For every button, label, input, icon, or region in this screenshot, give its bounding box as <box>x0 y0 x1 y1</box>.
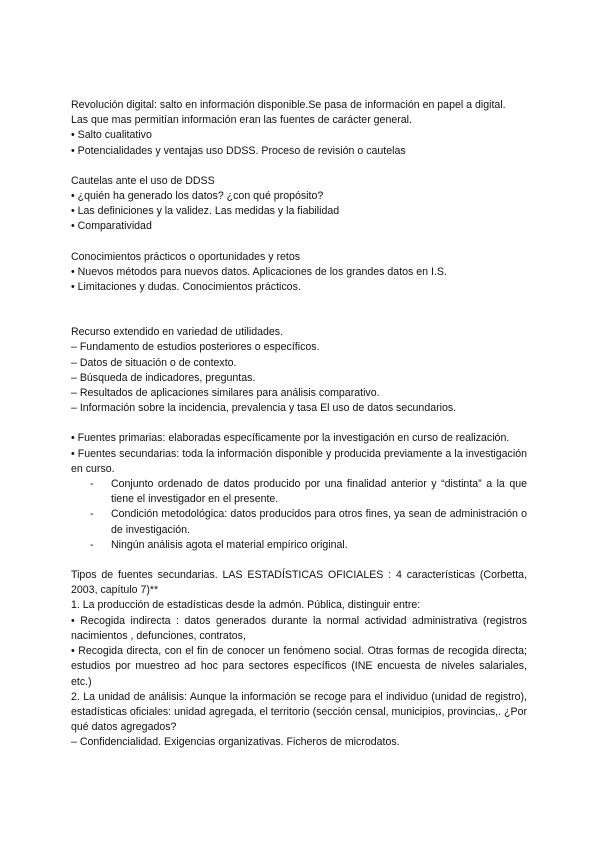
fuentes-sub-item <box>90 477 527 507</box>
recurso-item: – Búsqueda de indicadores, preguntas. <box>71 371 256 384</box>
recurso-item: – Información sobre la incidencia, prevalencia y tasa El uso de datos secundarios. <box>71 402 457 415</box>
cautelas-title: Cautelas ante el uso de DDSS <box>71 174 215 187</box>
recurso-item: – Fundamento de estudios posteriores o específicos. <box>71 341 320 354</box>
document-body <box>71 98 527 751</box>
tipos-point-2: 2. La unidad de análisis: Aunque la información se recoge para el individuo (unidad de registro), estadísticas oficiales: unidad agregada, el territorio (sección censal, municipios, provincias,. ¿Por qué datos agregados? <box>71 690 527 734</box>
tipos-bullet-indirecta: • Recogida indirecta : datos generados durante la normal actividad administrativa (registros nacimientos , defunciones, contratos, <box>71 614 527 642</box>
cautelas-bullet: • ¿quién ha generado los datos? ¿con qué propósito? <box>71 190 324 203</box>
intro-line-1: Revolución digital: salto en información disponible.Se pasa de información en papel a digital. <box>71 99 506 111</box>
fuentes-sub-item <box>90 507 527 537</box>
intro-bullet: • Potencialidades y ventajas uso DDSS. Proceso de revisión o cautelas <box>71 144 406 157</box>
fuentes-secundarias: • Fuentes secundarias: toda la información disponible y producida previamente a la investigación en curso. <box>71 447 527 475</box>
sub-text: Condición metodológica: datos producidos para otros fines, ya sean de administración o de investigación. <box>111 508 527 536</box>
fuentes-sub-item <box>90 538 527 553</box>
conocimientos-bullet: • Limitaciones y dudas. Conocimientos prácticos. <box>71 281 301 294</box>
conocimientos-title: Conocimientos prácticos o oportunidades y retos <box>71 250 301 263</box>
recurso-item: – Resultados de aplicaciones similares para análisis comparativo. <box>71 387 380 400</box>
sub-dash: - <box>90 538 94 551</box>
tipos-bullet-directa: • Recogida directa, con el fin de conocer un fenómeno social. Otras formas de recogida directa; estudios por muestreo ad hoc para sectores específicos (INE encuesta de niveles salariales, etc.) <box>71 645 527 688</box>
conocimientos-bullet: • Nuevos métodos para nuevos datos. Aplicaciones de los grandes datos en I.S. <box>71 265 447 278</box>
intro-line-2: Las que mas permitían información eran las fuentes de carácter general. <box>71 114 412 127</box>
sub-dash: - <box>90 478 94 491</box>
sub-text: Ningún análisis agota el material empírico original. <box>111 538 348 551</box>
cautelas-bullet: • Las definiciones y la validez. Las medidas y la fiabilidad <box>71 205 340 218</box>
tipos-point-1: 1. La producción de estadísticas desde la admón. Pública, distinguir entre: <box>71 599 421 612</box>
intro-bullet: • Salto cualitativo <box>71 129 152 142</box>
fuentes-primarias: • Fuentes primarias: elaboradas específicamente por la investigación en curso de realización. <box>71 432 510 445</box>
recurso-title: Recurso extendido en variedad de utilidades. <box>71 326 284 339</box>
sub-dash: - <box>90 508 94 521</box>
tipos-point-3: – Confidencialidad. Exigencias organizativas. Ficheros de microdatos. <box>71 736 400 749</box>
cautelas-bullet: • Comparatividad <box>71 220 152 233</box>
tipos-title: Tipos de fuentes secundarias. LAS ESTADÍSTICAS OFICIALES : 4 características (Corbetta, 2003, capítulo 7)** <box>71 569 527 597</box>
sub-text: Conjunto ordenado de datos producido por una finalidad anterior y “distinta” a la que tiene el investigador en el presente. <box>111 478 527 506</box>
recurso-item: – Datos de situación o de contexto. <box>71 356 237 369</box>
